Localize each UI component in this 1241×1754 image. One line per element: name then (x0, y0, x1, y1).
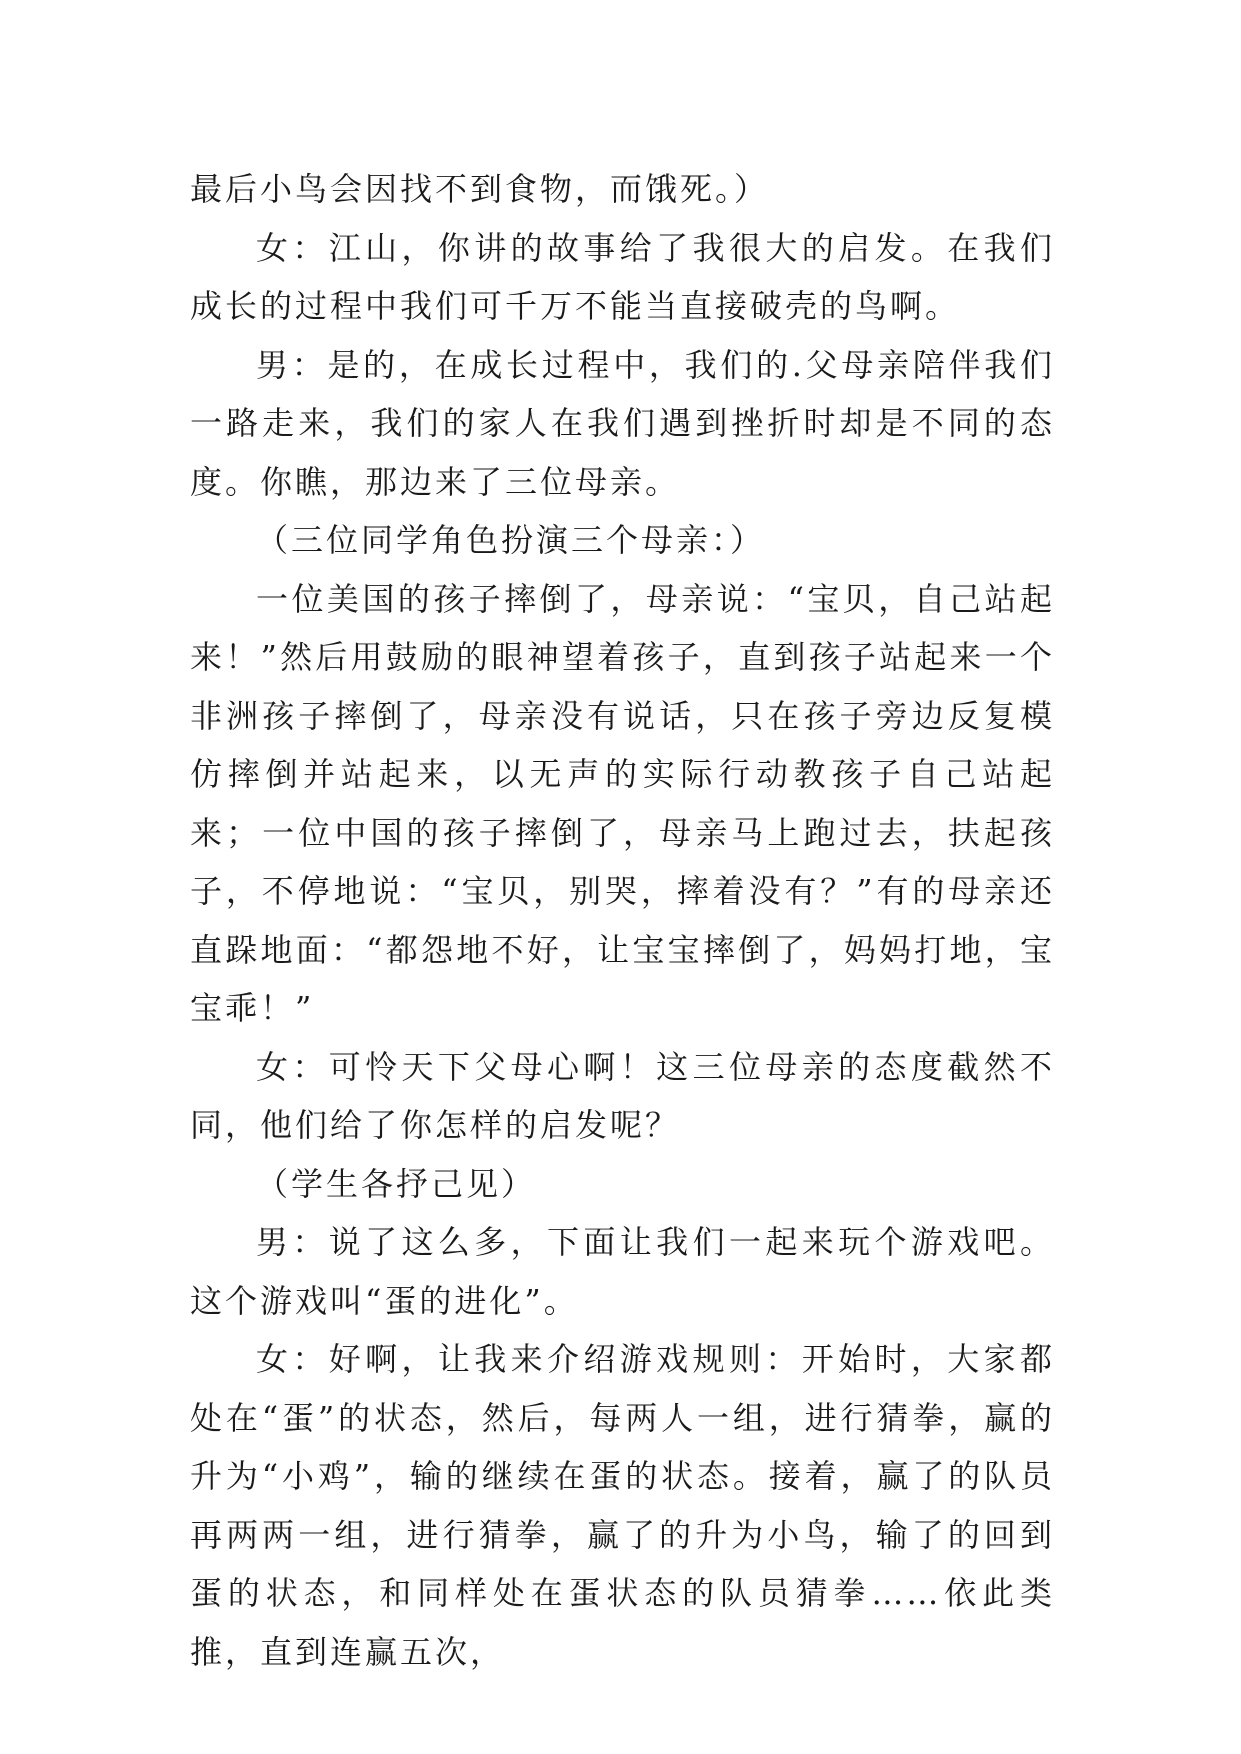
paragraph-5: 一位美国的孩子摔倒了，母亲说：“宝贝，自己站起来！”然后用鼓励的眼神望着孩子，直到孩子站起来一个非洲孩子摔倒了，母亲没有说话，只在孩子旁边反复模仿摔倒并站起来，以无声的实际行动教孩子自己站起来；一位中国的孩子摔倒了，母亲马上跑过去，扶起孩子，不停地说：“宝贝，别哭，摔着没有？”有的母亲还直跺地面：“都怨地不好，让宝宝摔倒了，妈妈打地，宝宝乖！” (190, 579, 1055, 1027)
paragraph-1: 最后小鸟会因找不到食物，而饿死。） (190, 170, 770, 208)
paragraph-9: 女：好啊，让我来介绍游戏规则：开始时，大家都处在“蛋”的状态，然后，每两人一组，进行猜拳，赢的升为“小鸡”，输的继续在蛋的状态。接着，赢了的队员再两两一组，进行猜拳，赢了的升为小鸟，输了的回到蛋的状态，和同样处在蛋状态的队员猜拳……依此类推，直到连赢五次， (190, 1340, 1055, 1671)
paragraph-6: 女：可怜天下父母心啊！这三位母亲的态度截然不同，他们给了你怎样的启发呢？ (190, 1047, 1055, 1144)
paragraph-4: （三位同学角色扮演三个母亲：） (256, 521, 766, 559)
paragraph-7: （学生各抒己见） (256, 1164, 537, 1203)
paragraph-2: 女：江山，你讲的故事给了我很大的启发。在我们成长的过程中我们可千万不能当直接破壳的鸟啊。 (190, 228, 1055, 325)
paragraph-3: 男：是的，在成长过程中，我们的.父母亲陪伴我们一路走来，我们的家人在我们遇到挫折时却是不同的态度。你瞧，那边来了三位母亲。 (190, 345, 1055, 501)
document-body (190, 160, 1055, 1681)
paragraph-8: 男：说了这么多，下面让我们一起来玩个游戏吧。这个游戏叫“蛋的进化”。 (190, 1223, 1055, 1320)
